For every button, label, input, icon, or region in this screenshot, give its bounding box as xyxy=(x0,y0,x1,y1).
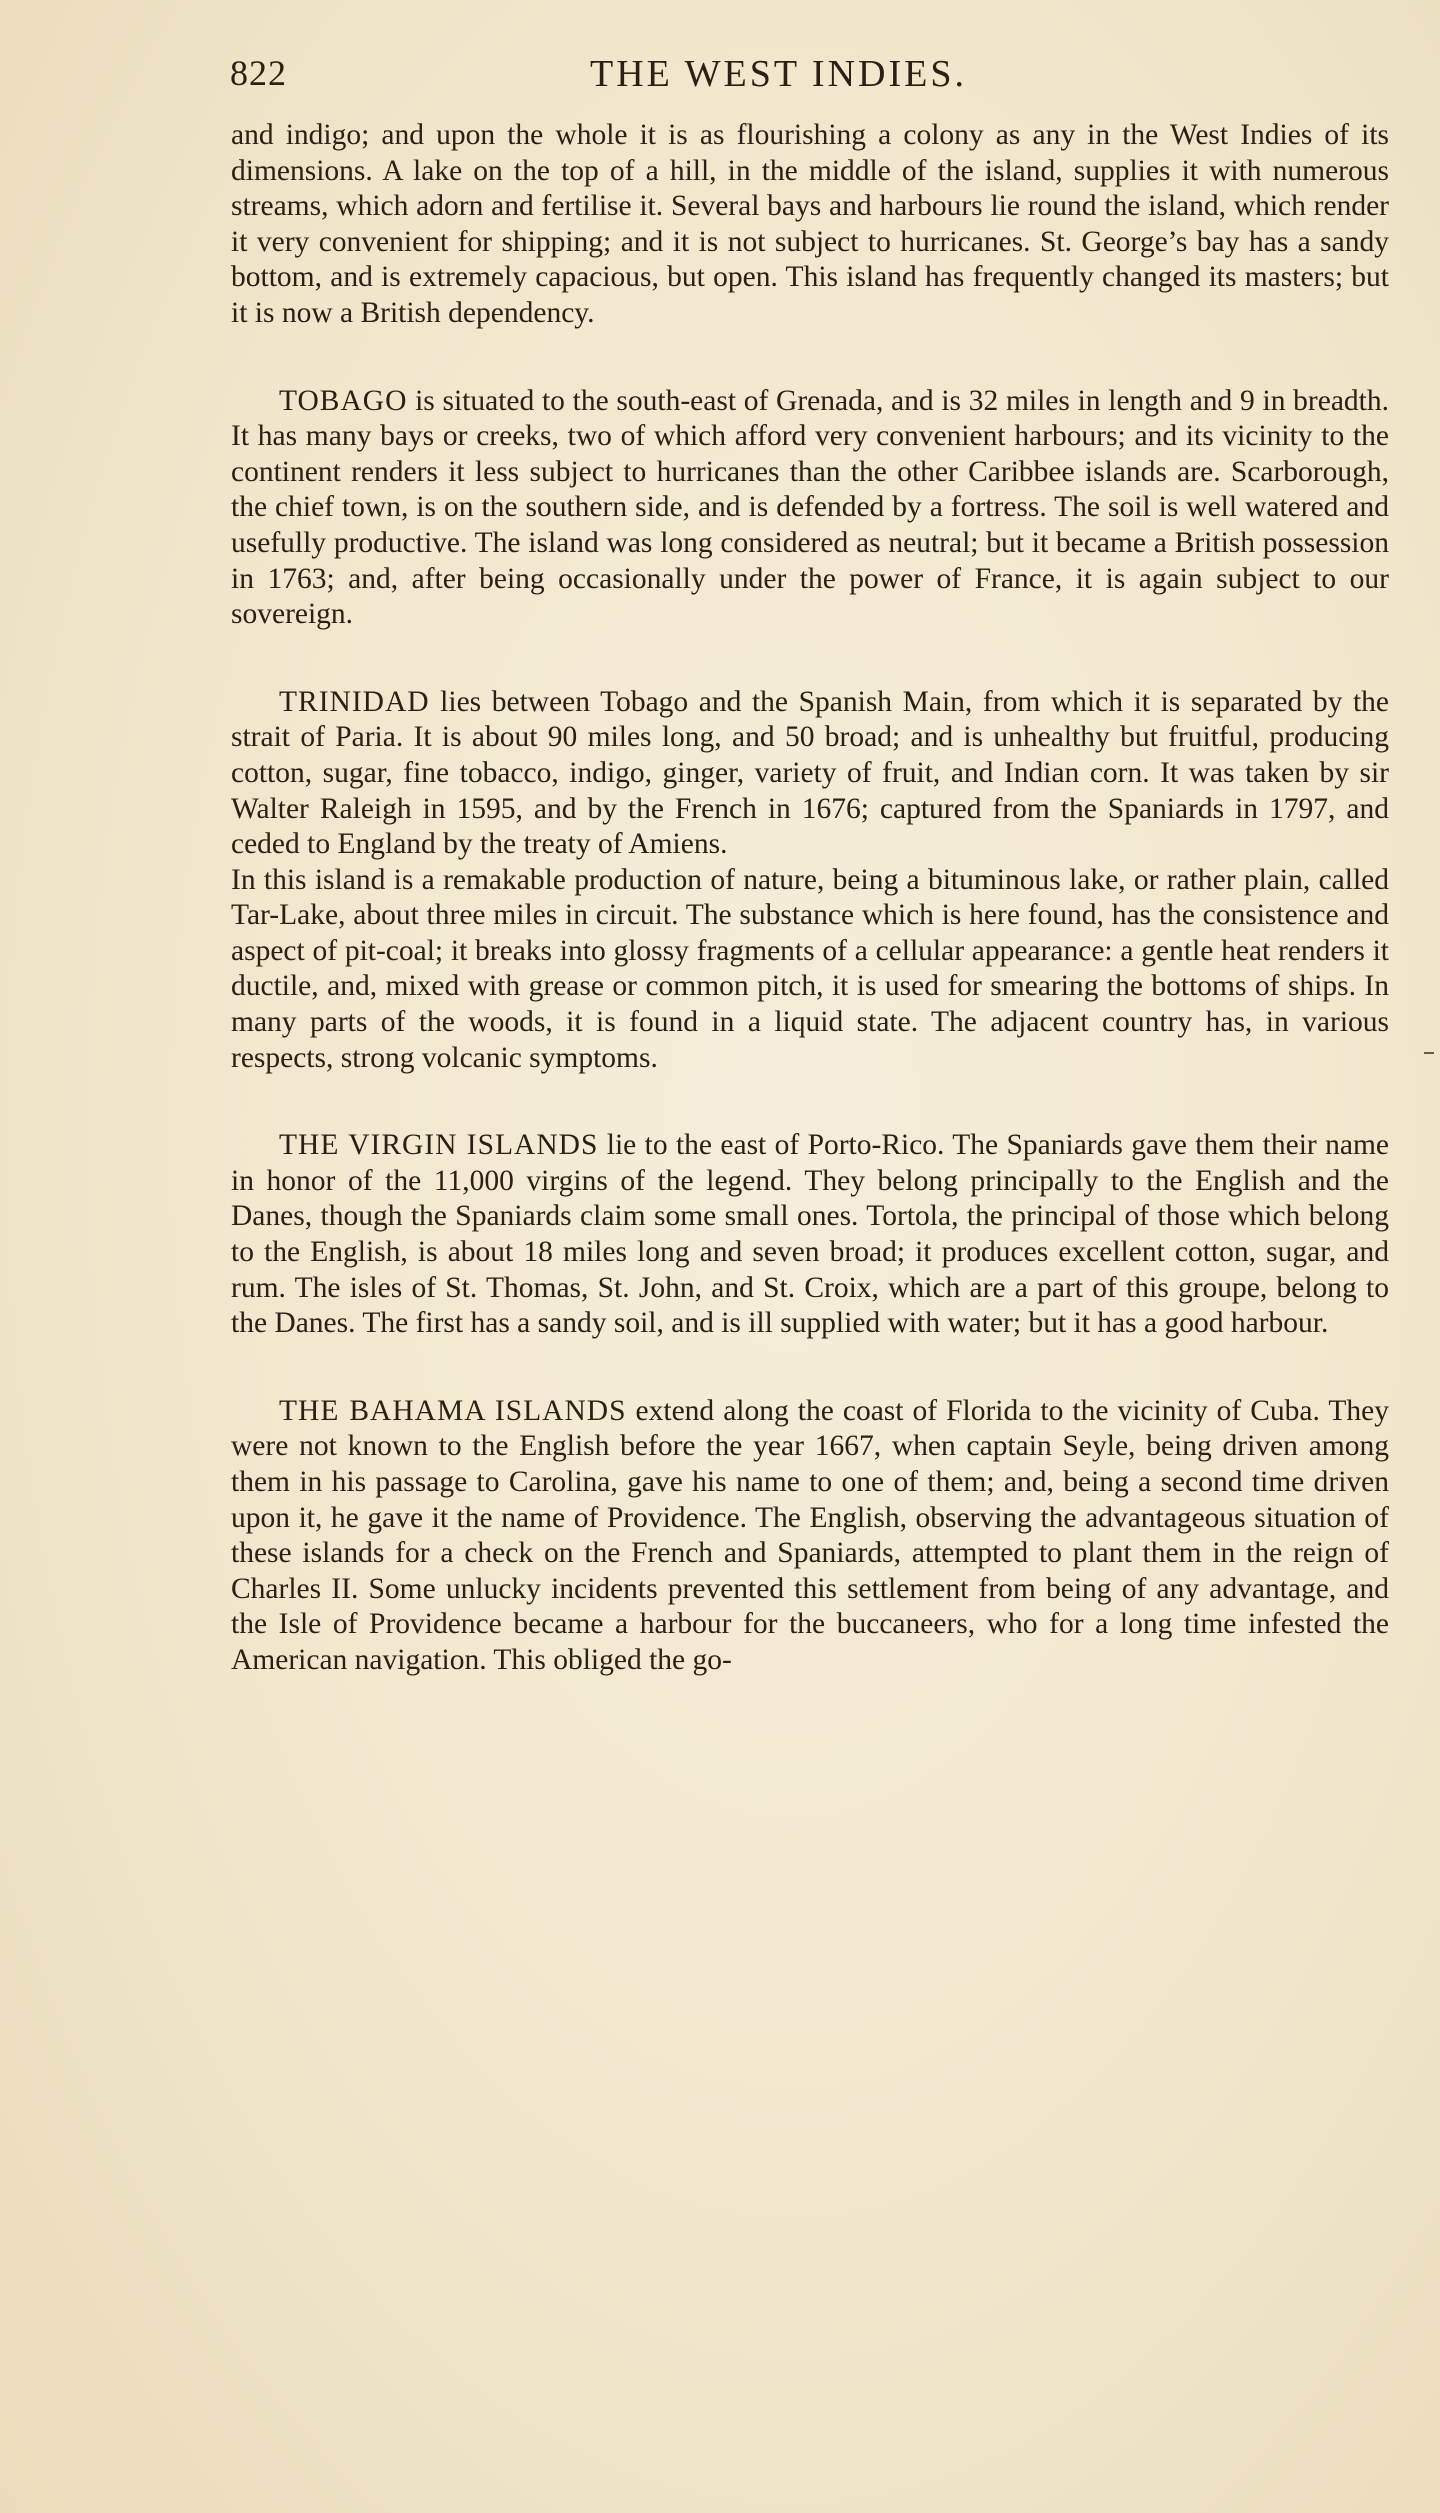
paragraph-gap xyxy=(231,1076,1389,1128)
paragraph-text: is situated to the south-east of Grenada, and is 32 miles in length and 9 in breadth. It has many bays or creeks, two of which afford very convenient harbours; and its vicinity to the continent renders it less subject to hurricanes than the other Caribbee islands are. Scarborough, the chief town, is on the southern side, and is defended by a fortress. The soil is well watered and usefully productive. The island was long considered as neutral; but it became a British possession in 1763; and, after being occasionally under the power of France, it is again subject to our sovereign. xyxy=(231,384,1389,631)
paragraph-gap xyxy=(231,633,1389,685)
paragraph-tar-lake xyxy=(231,863,1389,1077)
paragraph-trinidad xyxy=(231,685,1389,863)
paragraph-text: lie to the east of Porto-Rico. The Spaniards gave them their name in honor of the 11,000 virgins of the legend. They belong principally to the English and the Danes, though the Spaniards claim some small ones. Tortola, the principal of those which belong to the English, is about 18 miles long and seven broad; it produces excellent cotton, sugar, and rum. The isles of St. Thomas, St. John, and St. Croix, which are a part of this groupe, belong to the Danes. The first has a sandy soil, and is ill supplied with water; but it has a good harbour. xyxy=(231,1129,1389,1340)
paragraph-virgin-islands xyxy=(231,1128,1389,1342)
paragraph-text: extend along the coast of Florida to the vicinity of Cuba. They were not known to the English before the year 1667, when captain Seyle, being driven among them in his passage to Carolina, gave his name to one of them; and, being a second time driven upon it, he gave it the name of Providence. The English, observing the advantageous situation of these islands for a check on the French and Spaniards, attempted to plant them in the reign of Charles II. Some unlucky incidents prevented this settlement from being of any advantage, and the Isle of Providence became a harbour for the buccaneers, who for a long time infested the American navigation. This obliged the go- xyxy=(231,1394,1389,1676)
page-number: 822 xyxy=(230,53,287,93)
body-text xyxy=(231,118,1389,1679)
paragraph-gap xyxy=(231,332,1389,384)
running-title: THE WEST INDIES. xyxy=(590,53,967,95)
section-heading-virgin-islands: THE VIRGIN ISLANDS xyxy=(279,1129,599,1162)
margin-mark xyxy=(1424,1052,1434,1054)
section-heading-trinidad: TRINIDAD xyxy=(279,685,430,718)
paragraph-text: lies between Tobago and the Spanish Main, from which it is separated by the strait of Paria. It is about 90 miles long, and 50 broad; and is unhealthy but fruitful, producing cotton, sugar, fine tobacco, indigo, ginger, variety of fruit, and Indian corn. It was taken by sir Walter Raleigh in 1595, and by the French in 1676; captured from the Spaniards in 1797, and ceded to England by the treaty of Amiens. xyxy=(231,685,1389,861)
paragraph-bahama-islands xyxy=(231,1394,1389,1679)
paragraph-grenada-continued xyxy=(231,118,1389,332)
section-heading-bahama-islands: THE BAHAMA ISLANDS xyxy=(279,1394,627,1427)
paragraph-gap xyxy=(231,1342,1389,1394)
running-head xyxy=(230,52,1390,102)
paragraph-tobago xyxy=(231,384,1389,633)
paragraph-text: and indigo; and upon the whole it is as flourishing a colony as any in the West Indies of its dimensions. A lake on the top of a hill, in the middle of the island, supplies it with numerous streams, which adorn and fertilise it. Several bays and harbours lie round the island, which render it very convenient for shipping; and it is not subject to hurricanes. St. George’s bay has a sandy bottom, and is extremely capacious, but open. This island has frequently changed its masters; but it is now a British dependency. xyxy=(231,119,1389,329)
section-heading-tobago: TOBAGO xyxy=(279,384,408,417)
paragraph-text: In this island is a remakable production of nature, being a bituminous lake, or rather plain, called Tar-Lake, about three miles in circuit. The substance which is here found, has the consistence and aspect of pit-coal; it breaks into glossy fragments of a cellular appearance: a gentle heat renders it ductile, and, mixed with grease or common pitch, it is used for smearing the bottoms of ships. In many parts of the woods, it is found in a liquid state. The adjacent country has, in various respects, strong volcanic symptoms. xyxy=(231,863,1389,1074)
